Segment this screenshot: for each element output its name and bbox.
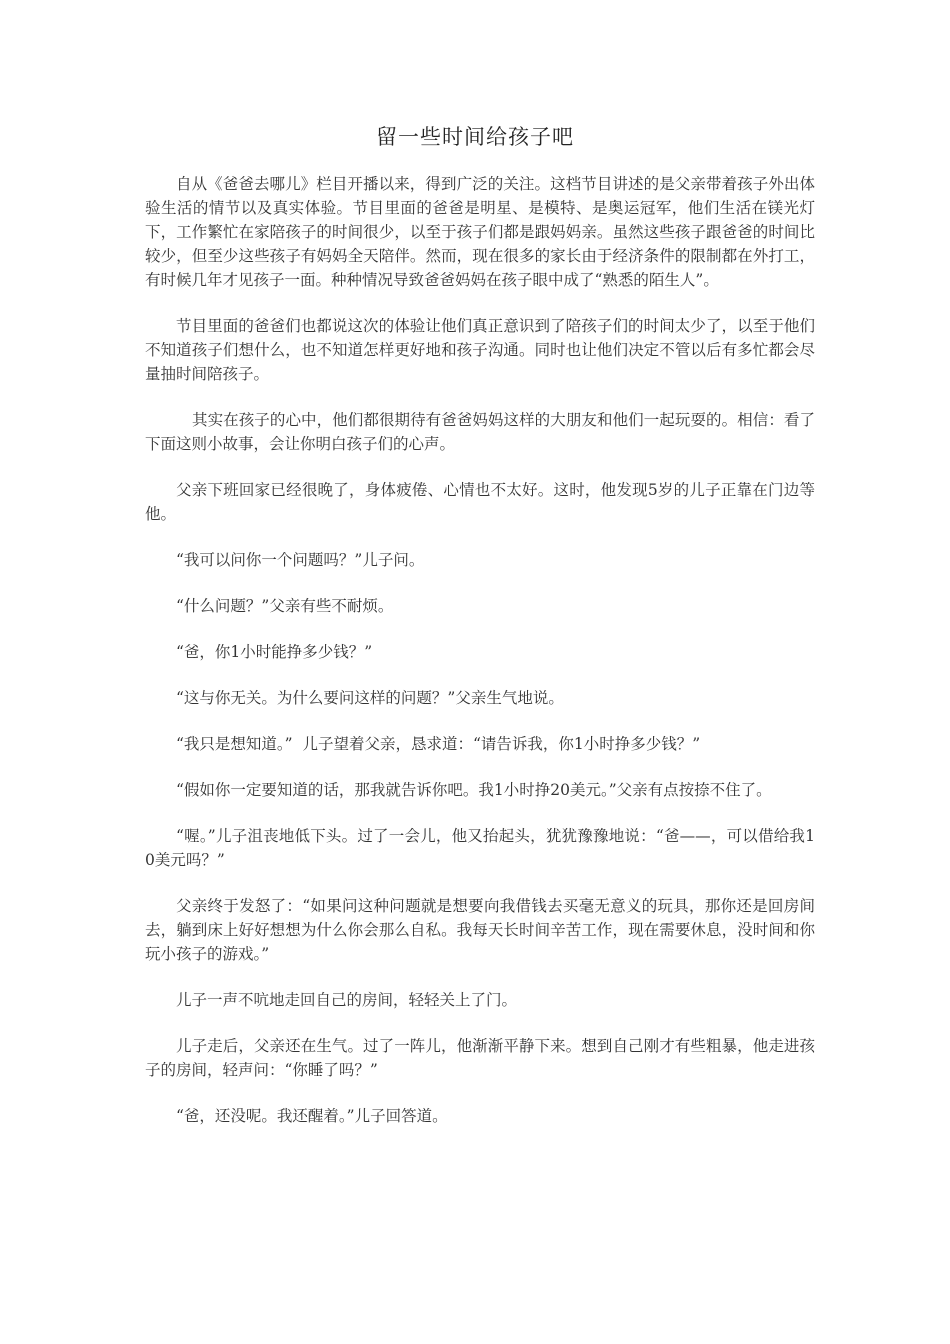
paragraph: “我可以问你一个问题吗？”儿子问。 [176, 551, 425, 569]
paragraph: “什么问题？”父亲有些不耐烦。 [176, 597, 394, 615]
paragraph: 父亲下班回家已经很晚了，身体疲倦、心情也不太好。这时，他发现5岁的儿子正靠在门边等他。 [145, 481, 815, 523]
paragraph: 其实在孩子的心中，他们都很期待有爸爸妈妈这样的大朋友和他们一起玩耍的。相信：看了下面这则小故事，会让你明白孩子们的心声。 [145, 411, 815, 453]
paragraph: “喔。”儿子沮丧地低下头。过了一会儿，他又抬起头，犹犹豫豫地说：“爸——，可以借给我10美元吗？” [145, 827, 815, 869]
paragraph: “爸，还没呢。我还醒着。”儿子回答道。 [176, 1107, 448, 1125]
paragraph: 自从《爸爸去哪儿》栏目开播以来，得到广泛的关注。这档节目讲述的是父亲带着孩子外出体验生活的情节以及真实体验。节目里面的爸爸是明星、是模特、是奥运冠军，他们生活在镁光灯下，工作繁忙在家陪孩子的时间很少，以至于孩子们都是跟妈妈亲。虽然这些孩子跟爸爸的时间比较少，但至少这些孩子有妈妈全天陪伴。然而，现在很多的家长由于经济条件的限制都在外打工，有时候几年才见孩子一面。种种情况导致爸爸妈妈在孩子眼中成了“熟悉的陌生人”。 [145, 175, 815, 289]
document-title: 留一些时间给孩子吧 [376, 125, 574, 149]
document-body [145, 172, 815, 1150]
paragraph: “爸，你1小时能挣多少钱？” [176, 643, 373, 661]
paragraph: “这与你无关。为什么要问这样的问题？”父亲生气地说。 [176, 689, 564, 707]
paragraph: “假如你一定要知道的话，那我就告诉你吧。我1小时挣20美元。”父亲有点按捺不住了。 [176, 781, 772, 799]
paragraph: 节目里面的爸爸们也都说这次的体验让他们真正意识到了陪孩子们的时间太少了，以至于他们不知道孩子们想什么，也不知道怎样更好地和孩子沟通。同时也让他们决定不管以后有多忙都会尽量抽时间陪孩子。 [145, 317, 815, 383]
paragraph: 儿子一声不吭地走回自己的房间，轻轻关上了门。 [176, 991, 518, 1009]
paragraph: “我只是想知道。” 儿子望着父亲，恳求道：“请告诉我，你1小时挣多少钱？” [176, 735, 701, 753]
paragraph: 儿子走后，父亲还在生气。过了一阵儿，他渐渐平静下来。想到自己刚才有些粗暴，他走进孩子的房间，轻声问：“你睡了吗？” [145, 1037, 815, 1079]
paragraph: 父亲终于发怒了：“如果问这种问题就是想要向我借钱去买毫无意义的玩具，那你还是回房间去，躺到床上好好想想为什么你会那么自私。我每天长时间辛苦工作，现在需要休息，没时间和你玩小孩子的游戏。” [145, 897, 815, 963]
